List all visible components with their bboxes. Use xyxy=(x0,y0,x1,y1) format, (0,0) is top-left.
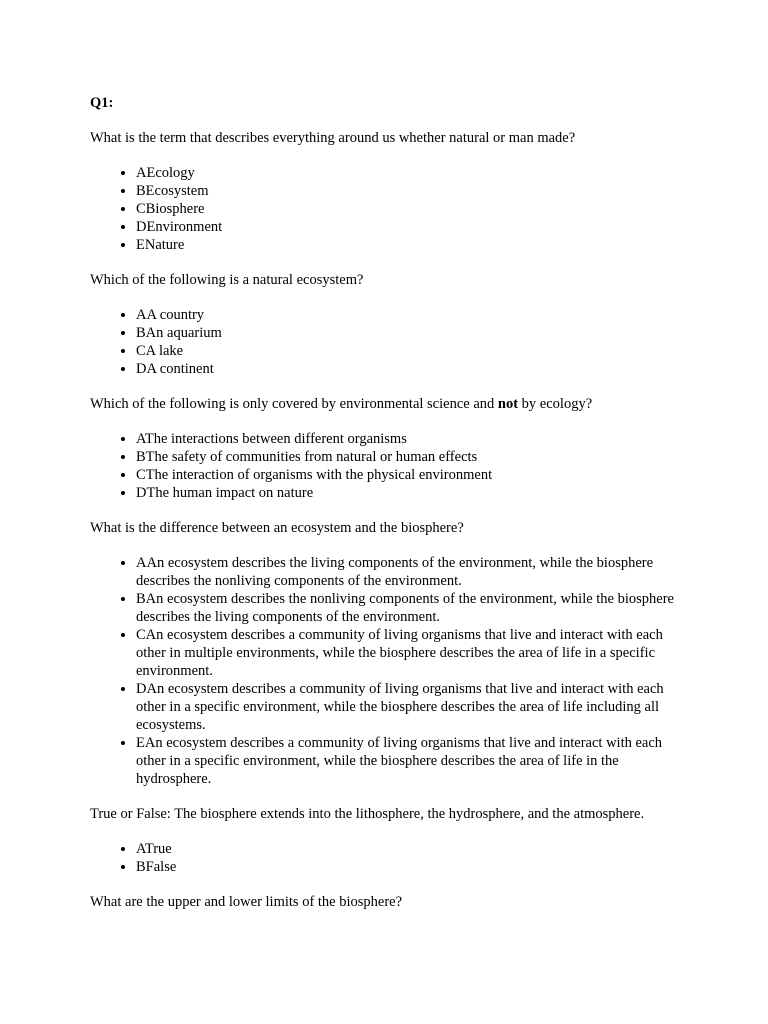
answer-options xyxy=(90,430,688,502)
answer-option: • BEcosystem xyxy=(136,182,688,200)
answer-option: • CThe interaction of organisms with the physical environment xyxy=(136,466,688,484)
answer-option: • EAn ecosystem describes a community of living organisms that live and interact with each other in a specific environment, while the biosphere describes the area of life in the hydrosphere. xyxy=(136,734,688,788)
answer-option: • DThe human impact on nature xyxy=(136,484,688,502)
question-text: What is the difference between an ecosystem and the biosphere? xyxy=(90,520,464,536)
answer-option: • ENature xyxy=(136,236,688,254)
question-text-part: Which of the following is only covered by environmental science and xyxy=(90,396,498,412)
answer-option: • DEnvironment xyxy=(136,218,688,236)
question-text xyxy=(90,395,688,413)
answer-options xyxy=(90,164,688,254)
answer-option: • ATrue xyxy=(136,840,688,858)
question-heading: Q1: xyxy=(90,95,114,111)
answer-option: • BFalse xyxy=(136,858,688,876)
answer-option: • DAn ecosystem describes a community of living organisms that live and interact with each other in a specific environment, while the biosphere describes the area of life including all ecosystems. xyxy=(136,680,688,734)
answer-option: • CAn ecosystem describes a community of living organisms that live and interact with each other in multiple environments, while the biosphere describes the area of life in a specific environment. xyxy=(136,626,688,680)
answer-option: • BAn aquarium xyxy=(136,324,688,342)
answer-option: • BThe safety of communities from natural or human effects xyxy=(136,448,688,466)
question-text: Which of the following is a natural ecosystem? xyxy=(90,272,364,288)
answer-option: • AA country xyxy=(136,306,688,324)
question-text: What are the upper and lower limits of the biosphere? xyxy=(90,894,403,910)
answer-option: • BAn ecosystem describes the nonliving components of the environment, while the biosphere describes the living components of the environment. xyxy=(136,590,688,626)
answer-option: • AEcology xyxy=(136,164,688,182)
emphasis-text: not xyxy=(497,396,519,412)
answer-option: • CA lake xyxy=(136,342,688,360)
question-text: True or False: The biosphere extends into the lithosphere, the hydrosphere, and the atmosphere. xyxy=(90,806,645,822)
answer-option: • CBiosphere xyxy=(136,200,688,218)
answer-options xyxy=(90,840,688,876)
question-text-part: by ecology? xyxy=(518,396,593,412)
answer-option: • AThe interactions between different organisms xyxy=(136,430,688,448)
question-text: What is the term that describes everything around us whether natural or man made? xyxy=(90,130,576,146)
answer-options xyxy=(90,306,688,378)
answer-option: • DA continent xyxy=(136,360,688,378)
answer-option: • AAn ecosystem describes the living components of the environment, while the biosphere describes the nonliving components of the environment. xyxy=(136,554,688,590)
answer-options xyxy=(90,554,688,788)
